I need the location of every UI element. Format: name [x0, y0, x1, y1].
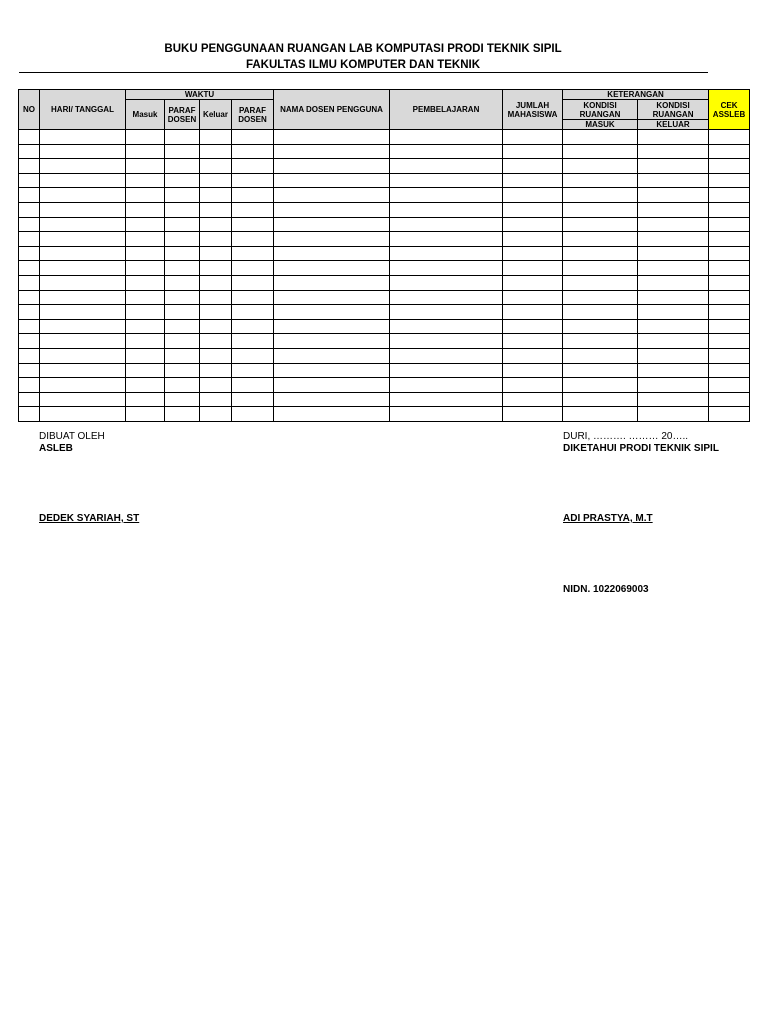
approver-name: ADI PRASTYA, M.T	[563, 513, 653, 524]
table-cell	[563, 275, 638, 290]
table-cell	[200, 232, 232, 247]
table-cell	[19, 392, 40, 407]
table-cell	[274, 202, 390, 217]
table-cell	[165, 378, 200, 393]
header-paraf-dosen-keluar: PARAF DOSEN	[232, 100, 274, 130]
table-row	[19, 144, 750, 159]
table-cell	[274, 334, 390, 349]
table-cell	[274, 188, 390, 203]
table-cell	[232, 144, 274, 159]
table-cell	[200, 275, 232, 290]
table-cell	[390, 173, 503, 188]
table-cell	[165, 305, 200, 320]
table-cell	[40, 348, 126, 363]
table-cell	[165, 319, 200, 334]
title-underline	[19, 72, 708, 73]
table-cell	[709, 130, 750, 145]
table-cell	[709, 159, 750, 174]
table-row	[19, 363, 750, 378]
table-cell	[19, 305, 40, 320]
table-cell	[638, 275, 709, 290]
table-cell	[503, 334, 563, 349]
table-cell	[126, 232, 165, 247]
table-cell	[200, 188, 232, 203]
header-masuk-sub: MASUK	[563, 120, 638, 130]
table-cell	[709, 173, 750, 188]
table-cell	[40, 305, 126, 320]
header-paraf-dosen-masuk: PARAF DOSEN	[165, 100, 200, 130]
table-cell	[563, 159, 638, 174]
table-cell	[40, 319, 126, 334]
table-cell	[232, 305, 274, 320]
table-cell	[503, 144, 563, 159]
table-cell	[165, 363, 200, 378]
table-cell	[126, 202, 165, 217]
table-cell	[563, 232, 638, 247]
table-cell	[709, 217, 750, 232]
table-cell	[638, 290, 709, 305]
table-cell	[126, 392, 165, 407]
table-cell	[390, 217, 503, 232]
table-cell	[503, 378, 563, 393]
table-cell	[165, 202, 200, 217]
table-cell	[274, 246, 390, 261]
table-cell	[126, 319, 165, 334]
table-cell	[40, 217, 126, 232]
table-row	[19, 130, 750, 145]
table-cell	[232, 173, 274, 188]
table-cell	[19, 202, 40, 217]
table-cell	[709, 348, 750, 363]
header-masuk: Masuk	[126, 100, 165, 130]
table-cell	[274, 232, 390, 247]
table-cell	[390, 202, 503, 217]
place-date-line: DURI, ………. ……… 20…..	[563, 431, 689, 442]
table-cell	[126, 159, 165, 174]
table-cell	[126, 217, 165, 232]
approver-nidn: NIDN. 1022069003	[563, 584, 649, 595]
table-row	[19, 173, 750, 188]
table-cell	[40, 290, 126, 305]
table-cell	[126, 407, 165, 422]
table-cell	[274, 319, 390, 334]
table-cell	[19, 290, 40, 305]
table-cell	[200, 348, 232, 363]
table-cell	[709, 319, 750, 334]
header-no: NO	[19, 90, 40, 130]
table-cell	[19, 188, 40, 203]
header-keterangan-group: KETERANGAN	[563, 90, 709, 100]
table-cell	[232, 217, 274, 232]
table-cell	[126, 188, 165, 203]
table-cell	[563, 144, 638, 159]
table-cell	[165, 348, 200, 363]
table-cell	[563, 392, 638, 407]
table-cell	[503, 305, 563, 320]
table-cell	[274, 392, 390, 407]
table-cell	[563, 305, 638, 320]
table-cell	[126, 334, 165, 349]
table-cell	[503, 217, 563, 232]
room-usage-table	[18, 89, 750, 422]
table-cell	[200, 290, 232, 305]
table-cell	[638, 202, 709, 217]
table-cell	[274, 261, 390, 276]
table-cell	[200, 363, 232, 378]
table-cell	[40, 261, 126, 276]
table-cell	[390, 232, 503, 247]
table-cell	[390, 275, 503, 290]
table-cell	[165, 261, 200, 276]
table-cell	[638, 159, 709, 174]
table-cell	[709, 290, 750, 305]
table-cell	[563, 319, 638, 334]
table-cell	[274, 407, 390, 422]
table-cell	[563, 217, 638, 232]
header-cek-assleb: CEK ASSLEB	[709, 90, 750, 130]
table-cell	[709, 261, 750, 276]
table-cell	[200, 159, 232, 174]
table-cell	[232, 319, 274, 334]
table-cell	[40, 232, 126, 247]
table-cell	[390, 305, 503, 320]
table-row	[19, 159, 750, 174]
table-cell	[638, 392, 709, 407]
table-cell	[390, 144, 503, 159]
table-cell	[709, 407, 750, 422]
table-cell	[19, 348, 40, 363]
table-cell	[503, 246, 563, 261]
table-cell	[19, 159, 40, 174]
header-waktu-group: WAKTU	[126, 90, 274, 100]
table-cell	[390, 159, 503, 174]
table-cell	[165, 173, 200, 188]
table-row	[19, 188, 750, 203]
table-cell	[503, 232, 563, 247]
table-cell	[165, 246, 200, 261]
table-cell	[503, 173, 563, 188]
table-cell	[40, 407, 126, 422]
table-cell	[503, 348, 563, 363]
table-cell	[274, 290, 390, 305]
table-cell	[40, 246, 126, 261]
table-cell	[232, 275, 274, 290]
table-cell	[232, 232, 274, 247]
table-cell	[390, 319, 503, 334]
table-cell	[503, 275, 563, 290]
table-cell	[232, 348, 274, 363]
table-cell	[19, 232, 40, 247]
table-cell	[200, 392, 232, 407]
table-cell	[126, 378, 165, 393]
table-cell	[165, 144, 200, 159]
table-cell	[200, 173, 232, 188]
table-row	[19, 407, 750, 422]
table-row	[19, 261, 750, 276]
table-cell	[19, 246, 40, 261]
table-cell	[638, 232, 709, 247]
table-cell	[19, 261, 40, 276]
table-cell	[232, 392, 274, 407]
table-row	[19, 246, 750, 261]
table-cell	[563, 130, 638, 145]
table-cell	[709, 305, 750, 320]
table-cell	[709, 246, 750, 261]
table-cell	[232, 407, 274, 422]
table-cell	[200, 246, 232, 261]
table-cell	[165, 275, 200, 290]
table-cell	[563, 173, 638, 188]
table-cell	[19, 319, 40, 334]
header-pembelajaran: PEMBELAJARAN	[390, 90, 503, 130]
table-row	[19, 334, 750, 349]
table-cell	[200, 378, 232, 393]
header-hari-tanggal: HARI/ TANGGAL	[40, 90, 126, 130]
table-row	[19, 217, 750, 232]
table-cell	[274, 305, 390, 320]
table-cell	[200, 319, 232, 334]
table-cell	[274, 275, 390, 290]
table-cell	[40, 144, 126, 159]
table-cell	[165, 334, 200, 349]
table-cell	[274, 130, 390, 145]
table-cell	[563, 261, 638, 276]
table-cell	[709, 202, 750, 217]
table-cell	[503, 290, 563, 305]
table-cell	[390, 130, 503, 145]
table-cell	[709, 392, 750, 407]
table-cell	[165, 217, 200, 232]
table-row	[19, 202, 750, 217]
table-cell	[638, 348, 709, 363]
table-cell	[232, 334, 274, 349]
table-cell	[709, 188, 750, 203]
table-cell	[563, 202, 638, 217]
table-cell	[563, 378, 638, 393]
table-cell	[563, 363, 638, 378]
table-cell	[40, 159, 126, 174]
table-cell	[40, 392, 126, 407]
table-cell	[274, 363, 390, 378]
table-row	[19, 232, 750, 247]
table-cell	[709, 275, 750, 290]
table-cell	[274, 348, 390, 363]
table-cell	[274, 378, 390, 393]
table-cell	[200, 130, 232, 145]
table-cell	[40, 378, 126, 393]
table-cell	[709, 144, 750, 159]
table-cell	[126, 305, 165, 320]
table-row	[19, 290, 750, 305]
table-cell	[390, 392, 503, 407]
table-cell	[274, 217, 390, 232]
table-cell	[19, 173, 40, 188]
table-cell	[165, 188, 200, 203]
table-cell	[126, 363, 165, 378]
table-cell	[638, 246, 709, 261]
table-cell	[390, 246, 503, 261]
table-cell	[232, 130, 274, 145]
table-cell	[638, 305, 709, 320]
table-cell	[638, 319, 709, 334]
table-cell	[19, 363, 40, 378]
header-jumlah-mahasiswa: JUMLAH MAHASISWA	[503, 90, 563, 130]
table-cell	[40, 275, 126, 290]
created-by-role: ASLEB	[39, 443, 73, 454]
table-cell	[390, 334, 503, 349]
table-cell	[390, 378, 503, 393]
table-cell	[126, 130, 165, 145]
table-cell	[126, 261, 165, 276]
creator-name: DEDEK SYARIAH, ST	[39, 513, 140, 524]
table-cell	[709, 232, 750, 247]
header-keluar: Keluar	[200, 100, 232, 130]
table-cell	[232, 246, 274, 261]
table-cell	[200, 217, 232, 232]
table-row	[19, 348, 750, 363]
table-cell	[200, 407, 232, 422]
table-row	[19, 378, 750, 393]
table-row	[19, 275, 750, 290]
table-cell	[19, 334, 40, 349]
table-cell	[390, 348, 503, 363]
table-row	[19, 319, 750, 334]
table-body	[19, 130, 750, 422]
table-cell	[638, 378, 709, 393]
table-cell	[126, 173, 165, 188]
table-cell	[232, 378, 274, 393]
table-cell	[563, 348, 638, 363]
table-cell	[563, 188, 638, 203]
table-cell	[232, 290, 274, 305]
table-cell	[232, 188, 274, 203]
table-cell	[200, 261, 232, 276]
table-cell	[638, 407, 709, 422]
table-cell	[232, 159, 274, 174]
table-cell	[390, 290, 503, 305]
table-cell	[503, 261, 563, 276]
table-cell	[274, 173, 390, 188]
table-cell	[40, 202, 126, 217]
table-cell	[126, 246, 165, 261]
header-kondisi-ruangan-keluar: KONDISI RUANGAN	[638, 100, 709, 120]
created-by-label: DIBUAT OLEH	[39, 431, 105, 442]
document-subtitle: FAKULTAS ILMU KOMPUTER DAN TEKNIK	[245, 59, 481, 71]
table-cell	[19, 378, 40, 393]
table-cell	[19, 407, 40, 422]
table-cell	[232, 363, 274, 378]
table-row	[19, 392, 750, 407]
table-cell	[503, 159, 563, 174]
table-cell	[200, 305, 232, 320]
table-cell	[19, 275, 40, 290]
table-cell	[503, 392, 563, 407]
table-cell	[638, 334, 709, 349]
table-cell	[503, 188, 563, 203]
table-cell	[40, 334, 126, 349]
table-cell	[563, 334, 638, 349]
table-cell	[165, 407, 200, 422]
table-cell	[274, 144, 390, 159]
table-cell	[200, 334, 232, 349]
table-cell	[40, 173, 126, 188]
header-nama-dosen: NAMA DOSEN PENGGUNA	[274, 90, 390, 130]
table-cell	[165, 392, 200, 407]
table-row	[19, 305, 750, 320]
approved-by-label: DIKETAHUI PRODI TEKNIK SIPIL	[563, 443, 719, 454]
table-cell	[165, 159, 200, 174]
table-cell	[503, 130, 563, 145]
document-title: BUKU PENGGUNAAN RUANGAN LAB KOMPUTASI PRODI TEKNIK SIPIL	[164, 43, 562, 55]
table-cell	[563, 290, 638, 305]
table-cell	[126, 275, 165, 290]
table-cell	[165, 290, 200, 305]
table-cell	[563, 246, 638, 261]
table-cell	[638, 261, 709, 276]
table-cell	[274, 159, 390, 174]
table-cell	[709, 378, 750, 393]
header-kondisi-ruangan-masuk: KONDISI RUANGAN	[563, 100, 638, 120]
table-cell	[165, 130, 200, 145]
table-cell	[126, 348, 165, 363]
table-cell	[126, 290, 165, 305]
table-cell	[40, 130, 126, 145]
table-cell	[126, 144, 165, 159]
header-keluar-sub: KELUAR	[638, 120, 709, 130]
table-cell	[503, 407, 563, 422]
table-cell	[40, 188, 126, 203]
table-cell	[503, 363, 563, 378]
table-cell	[200, 144, 232, 159]
table-cell	[638, 217, 709, 232]
table-cell	[638, 363, 709, 378]
table-cell	[709, 334, 750, 349]
table-cell	[40, 363, 126, 378]
table-cell	[563, 407, 638, 422]
table-cell	[638, 130, 709, 145]
table-cell	[638, 173, 709, 188]
table-cell	[638, 144, 709, 159]
table-cell	[232, 202, 274, 217]
table-cell	[19, 130, 40, 145]
table-cell	[390, 363, 503, 378]
table-cell	[390, 261, 503, 276]
table-cell	[165, 232, 200, 247]
table-cell	[503, 319, 563, 334]
table-cell	[390, 407, 503, 422]
table-cell	[503, 202, 563, 217]
table-cell	[200, 202, 232, 217]
table-cell	[232, 261, 274, 276]
table-cell	[19, 144, 40, 159]
table-cell	[709, 363, 750, 378]
table-cell	[19, 217, 40, 232]
table-cell	[390, 188, 503, 203]
table-cell	[638, 188, 709, 203]
